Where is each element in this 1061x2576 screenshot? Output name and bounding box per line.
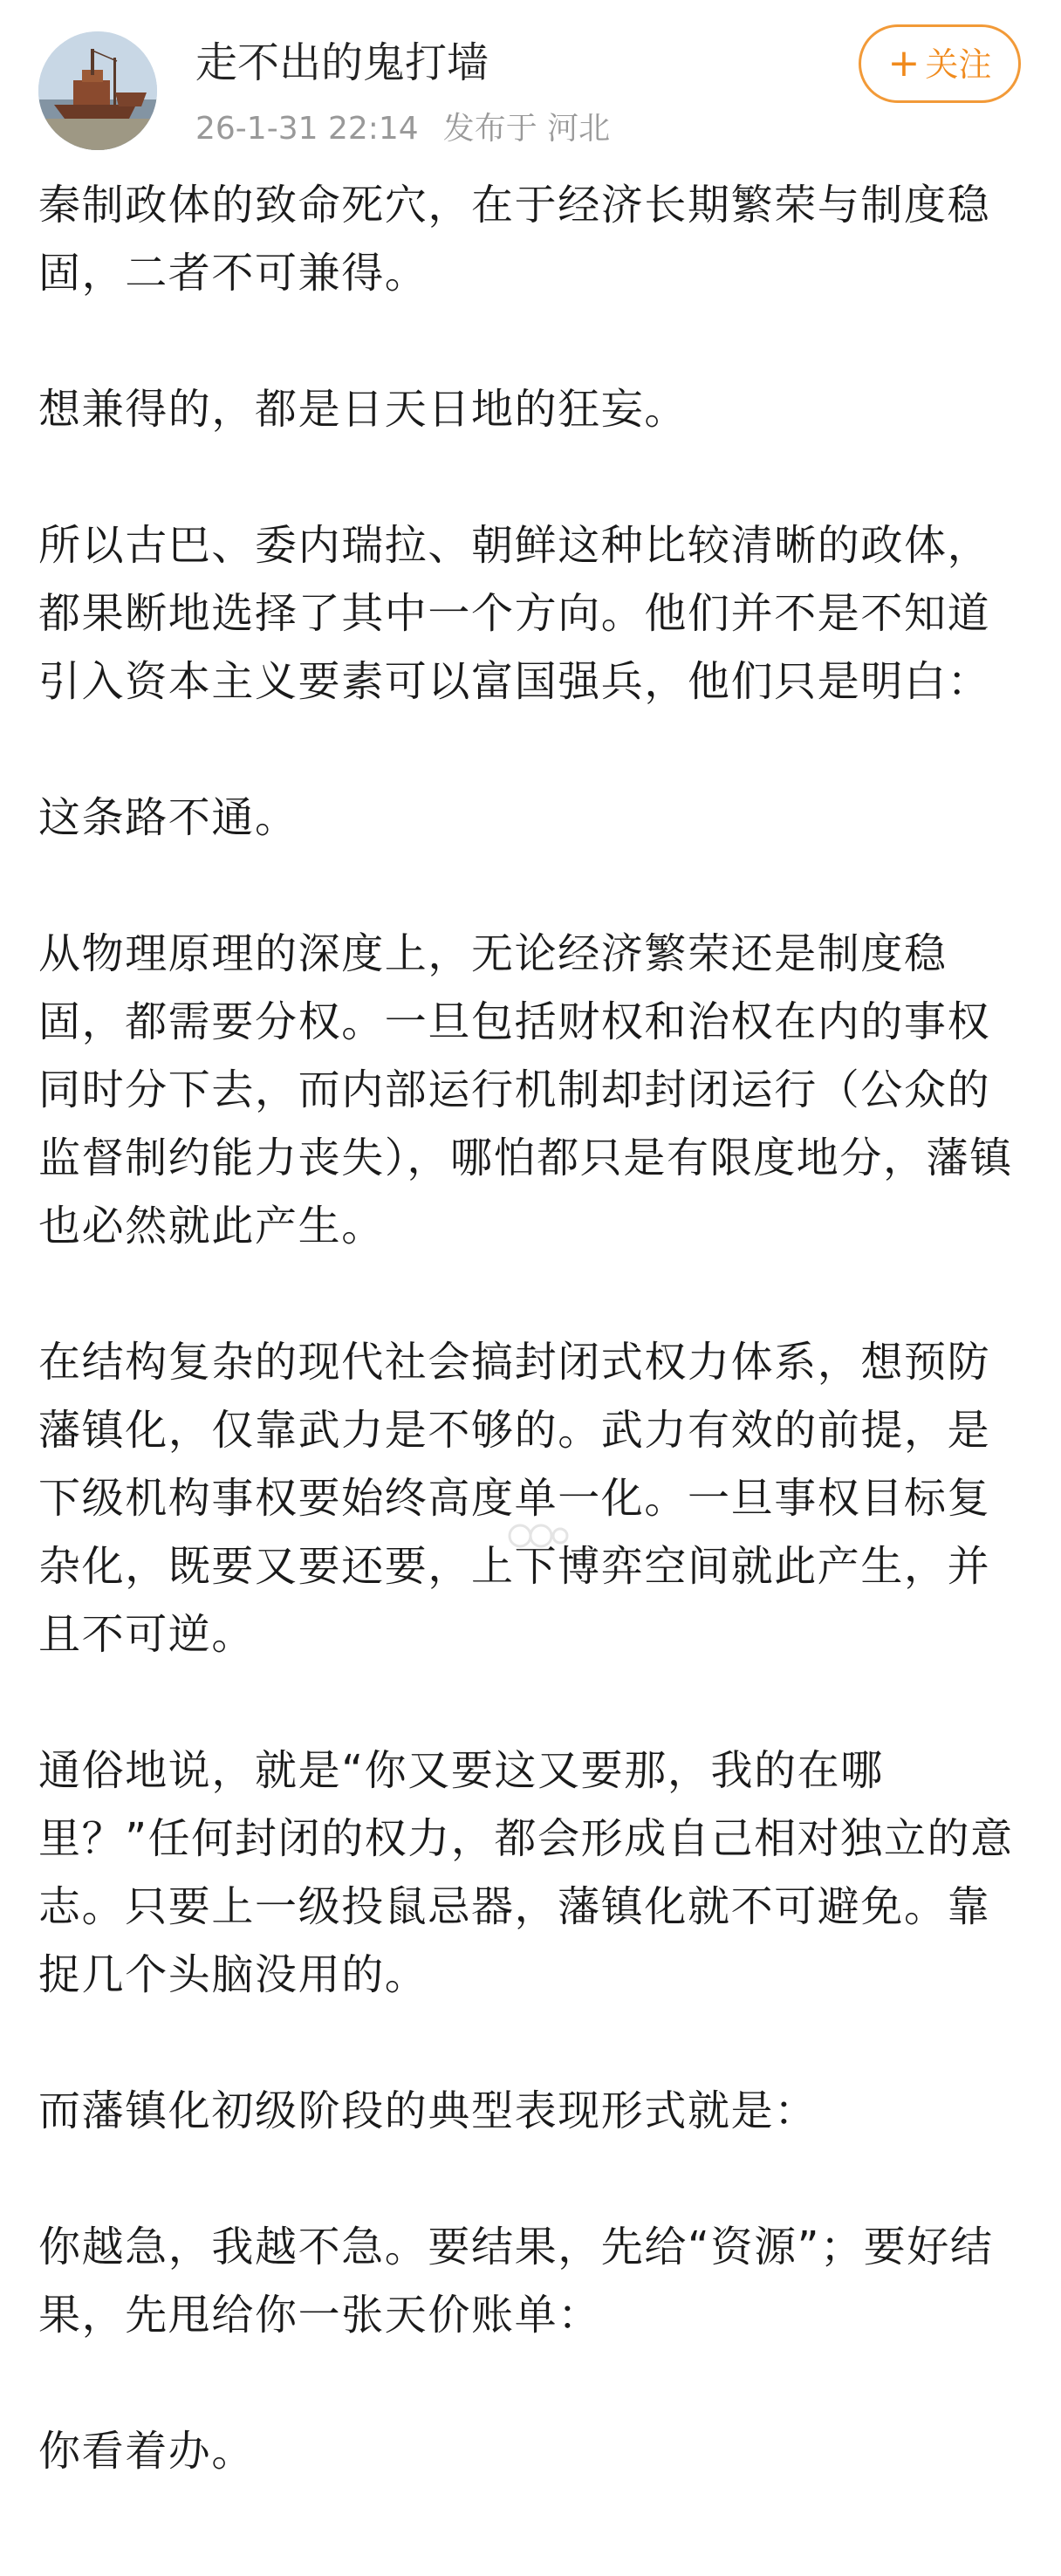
post-paragraph: 从物理原理的深度上，无论经济繁荣还是制度稳固，都需要分权。一旦包括财权和治权在内的事权同时分下去，而内部运行机制却封闭运行（公众的监督制约能力丧失），哪怕都只是有限度地分，藩镇也必然就此产生。 bbox=[38, 929, 1013, 1250]
post-paragraph: 在结构复杂的现代社会搞封闭式权力体系，想预防藩镇化，仅靠武力是不够的。武力有效的前提，是下级机构事权要始终高度单一化。一旦事权目标复杂化，既要又要还要，上下博弈空间就此产生，并且不可逆。 bbox=[38, 1338, 991, 1659]
post-paragraph: 想兼得的，都是日天日地的狂妄。 bbox=[38, 385, 688, 434]
post-timestamp: 26-1-31 22:14 bbox=[195, 111, 419, 147]
avatar[interactable] bbox=[38, 31, 157, 150]
post-paragraph: 通俗地说，就是“你又要这又要那，我的在哪里？”任何封闭的权力，都会形成自己相对独立的意志。只要上一级投鼠忌器，藩镇化就不可避免。靠捉几个头脑没用的。 bbox=[38, 1746, 1014, 1999]
post-meta bbox=[195, 108, 610, 150]
post-location: 发布于 河北 bbox=[442, 111, 611, 147]
post-paragraph: 你看着办。 bbox=[38, 2427, 256, 2476]
post-paragraph: 秦制政体的致命死穴，在于经济长期繁荣与制度稳固，二者不可兼得。 bbox=[38, 181, 991, 298]
post-header bbox=[0, 0, 1061, 175]
plus-icon: + bbox=[887, 41, 921, 86]
follow-label: 关注 bbox=[925, 45, 992, 84]
author-name[interactable]: 走不出的鬼打墙 bbox=[195, 38, 489, 87]
ship-avatar-icon bbox=[38, 31, 157, 150]
post-paragraph: 你越急，我越不急。要结果，先给“资源”；要好结果，先甩给你一张天价账单： bbox=[38, 2223, 994, 2340]
watermark-icon bbox=[503, 1518, 572, 1553]
post-body bbox=[38, 171, 1026, 2485]
follow-button[interactable] bbox=[859, 24, 1021, 103]
post-paragraph: 而藩镇化初级阶段的典型表现形式就是： bbox=[38, 2086, 818, 2135]
post-paragraph: 所以古巴、委内瑞拉、朝鲜这种比较清晰的政体，都果断地选择了其中一个方向。他们并不是不知道引入资本主义要素可以富国强兵，他们只是明白： bbox=[38, 521, 991, 706]
post-paragraph: 这条路不通。 bbox=[38, 793, 298, 842]
